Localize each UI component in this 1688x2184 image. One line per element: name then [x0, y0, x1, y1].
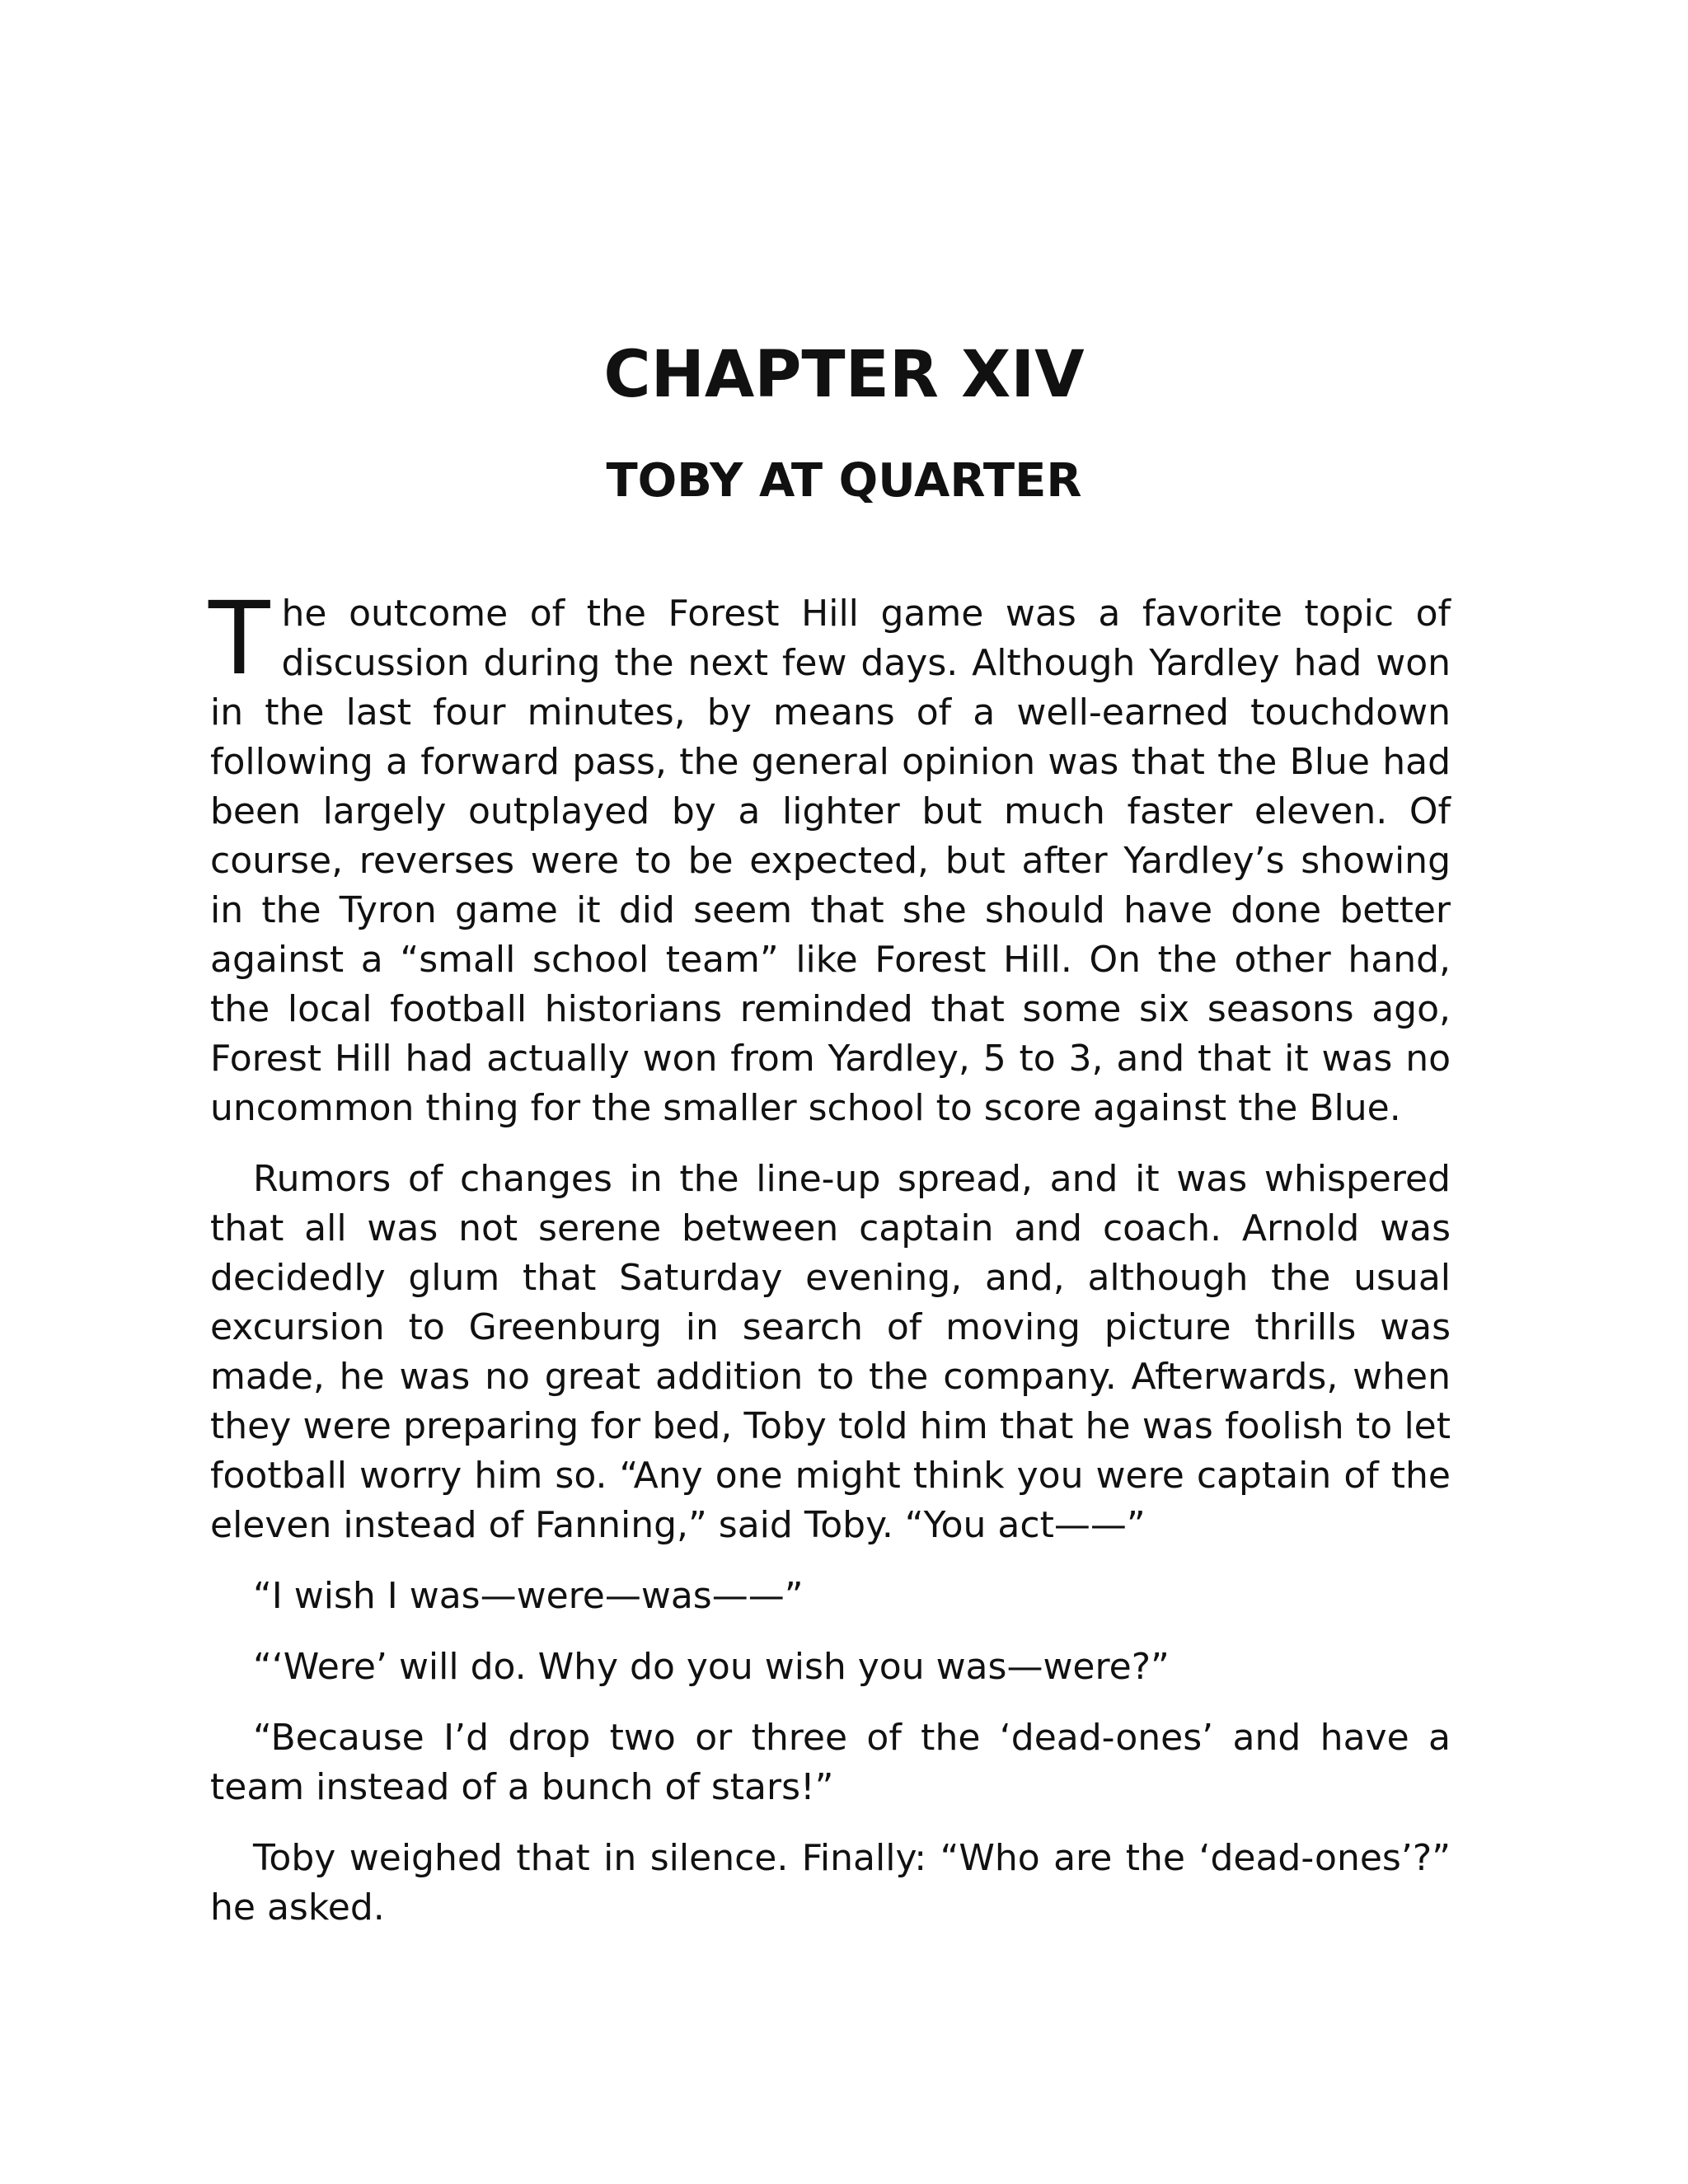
chapter-subtitle: TOBY AT QUARTER	[606, 454, 1082, 508]
paragraph-2: Rumors of changes in the line-up spread, and it was whispered that all was not serene between captain and coach. Arnold was decidedly glum that Saturday evening, and, although the usual excursion to Greenburg in search of moving picture thrills was made, he was no great addition to the company. Afterwards, when they were preparing for bed, Toby told him that he was foolish to let football worry him so. “Any one might think you were captain of the eleven instead of Fanning,” said Toby. “You act——”	[210, 1158, 1451, 1546]
chapter-title: CHAPTER XIV	[603, 338, 1085, 412]
paragraph-1-text: he outcome of the Forest Hill game was a favorite topic of discussion during the next few days. Although Yardley had won in the last four minutes, by means of a well-earned touchdown following a forward pass, the general opinion was that the Blue had been largely outplayed by a lighter but much faster eleven. Of course, reverses were to be expected, but after Yardley’s showing in the Tyron game it did seem that she should have done better against a “small school team” like Forest Hill. On the other hand, the local football historians reminded that some six seasons ago, Forest Hill had actually won from Yardley, 5 to 3, and that it was no uncommon thing for the smaller school to score against the Blue.	[210, 593, 1451, 1129]
paragraph-1	[209, 580, 1451, 1133]
paragraph-3: “I wish I was—were—was——”	[253, 1575, 804, 1617]
chapter-body	[209, 580, 1451, 1954]
paragraph-5: “Because I’d drop two or three of the ‘dead-ones’ and have a team instead of a bunch of stars!”	[210, 1717, 1451, 1808]
paragraph-4: “‘Were’ will do. Why do you wish you was—were?”	[253, 1646, 1170, 1688]
paragraph-6: Toby weighed that in silence. Finally: “Who are the ‘dead-ones’?” he asked.	[210, 1837, 1451, 1929]
drop-cap-letter: T	[209, 580, 270, 697]
